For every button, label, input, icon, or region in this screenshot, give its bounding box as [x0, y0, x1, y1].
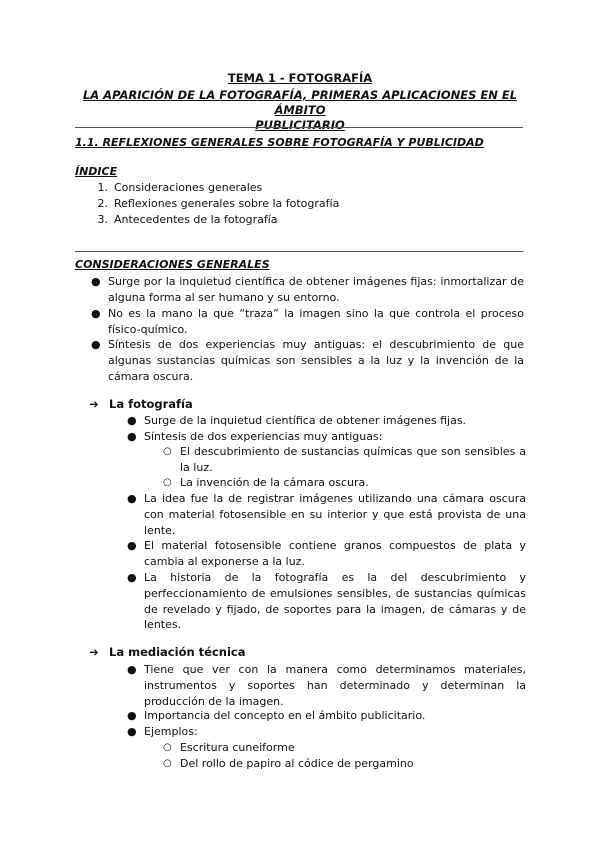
index-item: 3. Antecedentes de la fotografía	[97, 213, 278, 226]
bullet-dot-icon: ●	[127, 492, 137, 505]
arrow-right-icon: ➔	[89, 397, 99, 411]
mediation-bullet: ● Importancia del concepto en el ámbito publicitario.	[127, 709, 426, 722]
divider-2	[75, 251, 523, 252]
section-heading: 1.1. REFLEXIONES GENERALES SOBRE FOTOGRAFÍA Y PUBLICIDAD	[75, 136, 484, 149]
photography-sub-bullet: ○ El descubrimiento de sustancias químicas que son sensibles a la luz.	[163, 445, 526, 474]
photography-bullet: ● La idea fue la de registrar imágenes utilizando una cámara oscura con material fotosensible en su interior y que está provista de una lente.	[127, 492, 526, 537]
index-list	[75, 180, 339, 228]
general-bullet: ● No es la mano la que “traza” la imagen sino la que controla el proceso físico-químico.	[91, 307, 524, 336]
bullet-circle-icon: ○	[163, 446, 172, 457]
bullet-dot-icon: ●	[91, 338, 101, 351]
mediation-heading: ➔ La mediación técnica	[89, 645, 246, 659]
bullet-dot-icon: ●	[127, 709, 137, 722]
bullet-dot-icon: ●	[91, 275, 101, 288]
photography-bullet: ● Surge de la inquietud científica de obtener imágenes fijas.	[127, 414, 467, 427]
divider-1	[75, 127, 523, 128]
bullet-dot-icon: ●	[127, 663, 137, 676]
arrow-right-icon: ➔	[89, 645, 99, 659]
doc-subtitle-line1: LA APARICIÓN DE LA FOTOGRAFÍA, PRIMERAS APLICACIONES EN EL ÁMBITO	[82, 88, 518, 117]
bullet-circle-icon: ○	[163, 742, 172, 753]
bullet-circle-icon: ○	[163, 477, 172, 488]
doc-title: TEMA 1 - FOTOGRAFÍA	[227, 71, 373, 85]
mediation-bullet: ● Tiene que ver con la manera como determinamos materiales, instrumentos y soportes han determinado y determinan la producción de la imagen.	[127, 663, 526, 708]
mediation-sub-bullet: ○ Del rollo de papiro al códice de pergamino	[163, 757, 414, 770]
bullet-circle-icon: ○	[163, 758, 172, 769]
bullet-dot-icon: ●	[91, 307, 101, 320]
photography-bullet: ● La historia de la fotografía es la del descubrimiento y perfeccionamiento de emulsiones sensibles, de sustancias químicas de revelado y fijado, de soportes para la imagen, de cámaras y de lentes.	[127, 571, 526, 632]
general-bullet: ● Síntesis de dos experiencias muy antiguas: el descubrimiento de que algunas sustancias químicas son sensibles a la luz y la invención de la cámara oscura.	[91, 338, 524, 383]
index-item: 2. Reflexiones generales sobre la fotografía	[97, 197, 340, 210]
mediation-sub-bullet: ○ Escritura cuneiforme	[163, 741, 295, 754]
index-item: 1. Consideraciones generales	[97, 181, 263, 194]
photography-heading: ➔ La fotografía	[89, 397, 193, 411]
bullet-dot-icon: ●	[127, 571, 137, 584]
mediation-bullet: ● Ejemplos:	[127, 725, 198, 738]
bullet-dot-icon: ●	[127, 414, 137, 427]
bullet-dot-icon: ●	[127, 725, 137, 738]
bullet-dot-icon: ●	[127, 539, 137, 552]
doc-subtitle-line2: PUBLICITARIO	[255, 118, 345, 132]
bullet-dot-icon: ●	[127, 430, 137, 443]
index-heading: ÍNDICE	[75, 165, 118, 178]
general-bullet: ● Surge por la inquietud científica de obtener imágenes fijas: inmortalizar de alguna forma al ser humano y su entorno.	[91, 275, 524, 304]
photography-bullet: ● Síntesis de dos experiencias muy antiguas:	[127, 430, 383, 443]
general-heading: CONSIDERACIONES GENERALES	[75, 258, 270, 271]
photography-bullet: ● El material fotosensible contiene granos compuestos de plata y cambia al exponerse a la luz.	[127, 539, 526, 568]
photography-sub-bullet: ○ La invención de la cámara oscura.	[163, 476, 369, 489]
